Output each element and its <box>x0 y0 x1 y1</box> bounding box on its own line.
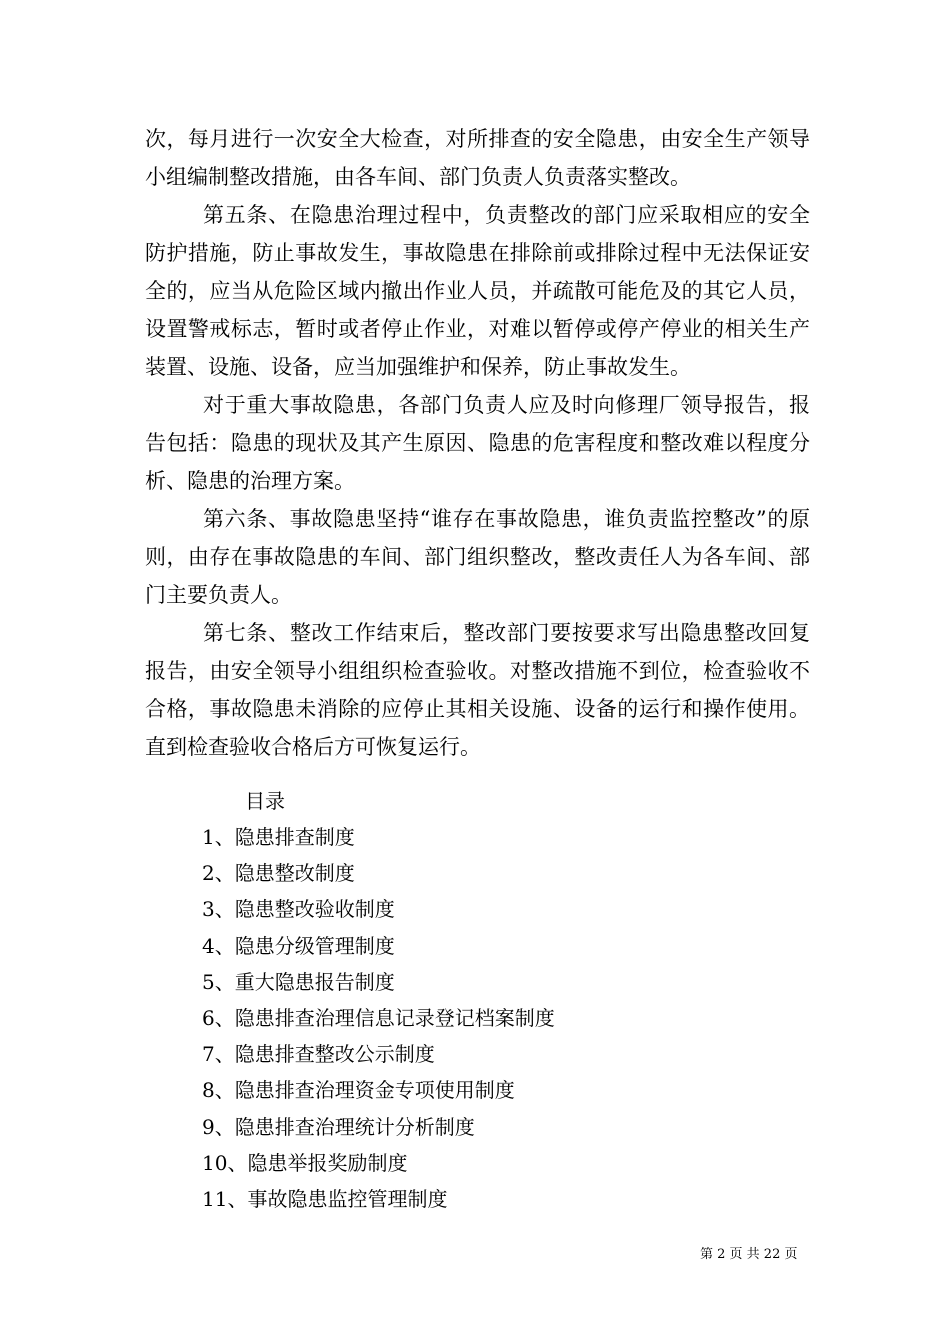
toc-item: 1、隐患排查制度 <box>202 825 355 849</box>
paragraph-article-5: 第五条、在隐患治理过程中，负责整改的部门应采取相应的安全防护措施，防止事故发生，事故隐患在排除前或排除过程中无法保证安全的，应当从危险区域内撤出作业人员，并疏散可能危及的其它人员，设置警戒标志，暂时或者停止作业，对难以暂停或停产停业的相关生产装置、设施、设备，应当加强维护和保养，防止事故发生。 <box>145 203 810 379</box>
paragraph-major-hazard-report: 对于重大事故隐患，各部门负责人应及时向修理厂领导报告，报告包括：隐患的现状及其产生原因、隐患的危害程度和整改难以程度分析、隐患的治理方案。 <box>145 393 810 493</box>
paragraph-article-6: 第六条、事故隐患坚持“谁存在事故隐患，谁负责监控整改”的原则，由存在事故隐患的车间、部门组织整改，整改责任人为各车间、部门主要负责人。 <box>145 507 810 607</box>
toc-item: 7、隐患排查整改公示制度 <box>202 1042 435 1067</box>
toc-item: 3、隐患整改验收制度 <box>202 897 395 922</box>
body-text <box>145 120 810 766</box>
toc-title: 目录 <box>245 789 285 813</box>
paragraph-continuation: 次，每月进行一次安全大检查，对所排查的安全隐患，由安全生产领导小组编制整改措施，由各车间、部门负责人负责落实整改。 <box>145 127 810 189</box>
toc-item: 10、隐患举报奖励制度 <box>202 1150 408 1175</box>
toc-list <box>202 822 555 1220</box>
toc-item: 4、隐患分级管理制度 <box>202 933 395 958</box>
page-number-footer: 第 2 页 共 22 页 <box>700 1247 798 1262</box>
toc-item: 8、隐患排查治理资金专项使用制度 <box>202 1078 515 1103</box>
toc-item: 9、隐患排查治理统计分析制度 <box>202 1114 475 1139</box>
toc-item: 2、隐患整改制度 <box>202 861 355 886</box>
paragraph-article-7: 第七条、整改工作结束后，整改部门要按要求写出隐患整改回复报告，由安全领导小组组织检查验收。对整改措施不到位，检查验收不合格，事故隐患未消除的应停止其相关设施、设备的运行和操作使用。直到检查验收合格后方可恢复运行。 <box>145 621 810 759</box>
toc-item: 6、隐患排查治理信息记录登记档案制度 <box>202 1005 555 1030</box>
toc-item: 5、重大隐患报告制度 <box>202 969 395 994</box>
toc-item: 11、事故隐患监控管理制度 <box>202 1186 448 1211</box>
